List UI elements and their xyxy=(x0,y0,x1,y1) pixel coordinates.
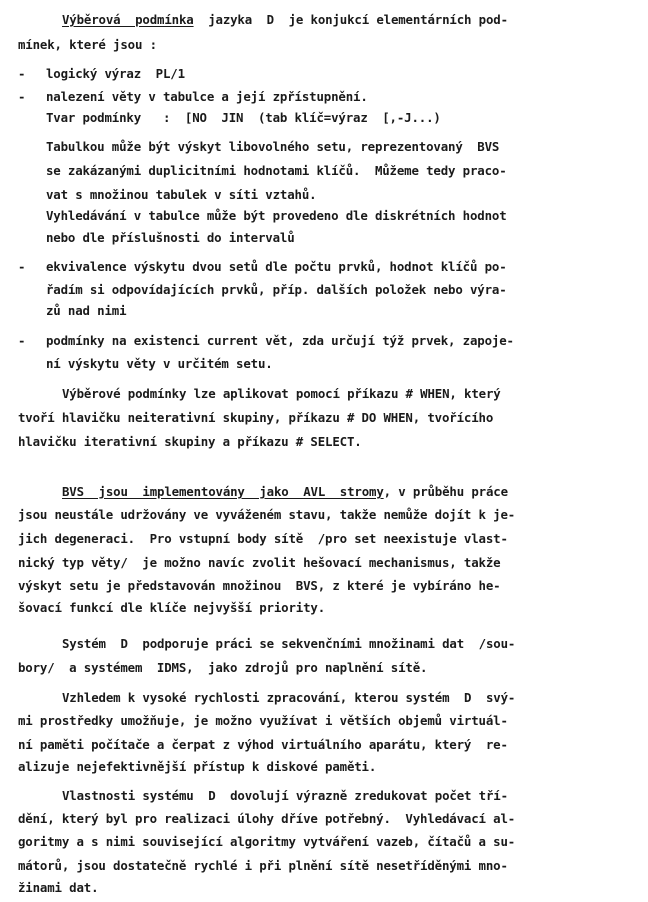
paragraph-1-line-1 xyxy=(62,12,508,28)
paragraph-4-line-1: Systém D podporuje práci se sekvenčními množinami dat /sou- xyxy=(62,636,516,651)
paragraph-1-line-2: mínek, které jsou : xyxy=(18,37,157,52)
list-item-2-note-line-3: vat s množinou tabulek v síti vztahů. xyxy=(46,187,317,202)
paragraph-5-line-4: alizuje nejefektivnější přístup k diskové paměti. xyxy=(18,759,377,774)
paragraph-3-line-1-rest: , v průběhu práce xyxy=(383,484,508,499)
paragraph-6-line-1: Vlastnosti systému D dovolují výrazně zredukovat počet tří- xyxy=(62,788,508,803)
list-item-2-line-1: nalezení věty v tabulce a její zpřístupnění. xyxy=(46,89,368,104)
list-item-3-line-3: zů nad nimi xyxy=(46,303,127,318)
paragraph-3-line-3: jich degeneraci. Pro vstupní body sítě /pro set neexistuje vlast- xyxy=(18,531,508,546)
paragraph-3-line-5: výskyt setu je představován množinou BVS, z které je vybíráno he- xyxy=(18,578,501,593)
underlined-heading-vyberova-podminka: Výběrová podmínka xyxy=(62,12,194,27)
paragraph-3-line-4: nický typ věty/ je možno navíc zvolit hešovací mechanismus, takže xyxy=(18,555,501,570)
list-bullet: - xyxy=(18,89,26,104)
paragraph-4-line-2: bory/ a systémem IDMS, jako zdrojů pro naplnění sítě. xyxy=(18,660,428,675)
list-item-2-line-2: Tvar podmínky : [NO JIN (tab klíč=výraz [,-J...) xyxy=(46,110,441,125)
list-item-2-note-line-4: Vyhledávání v tabulce může být provedeno dle diskrétních hodnot xyxy=(46,208,507,223)
list-item-2-note-line-5: nebo dle příslušnosti do intervalů xyxy=(46,230,295,245)
list-item-3-line-2: řadím si odpovídajících prvků, příp. dalších položek nebo výra- xyxy=(46,282,507,297)
paragraph-2-line-2: tvoří hlavičku neiterativní skupiny, příkazu # DO WHEN, tvořícího xyxy=(18,410,494,425)
paragraph-1-line-1-rest: jazyka D je konjukcí elementárních pod- xyxy=(193,12,508,27)
list-item-2-note-line-1: Tabulkou může být výskyt libovolného setu, reprezentovaný BVS xyxy=(46,139,500,154)
list-item-4-line-2: ní výskytu věty v určitém setu. xyxy=(46,356,273,371)
paragraph-6-line-5: žinami dat. xyxy=(18,880,99,895)
paragraph-2-line-1: Výběrové podmínky lze aplikovat pomocí příkazu # WHEN, který xyxy=(62,386,501,401)
list-bullet: - xyxy=(18,66,26,81)
list-bullet: - xyxy=(18,333,26,348)
paragraph-5-line-1: Vzhledem k vysoké rychlosti zpracování, kterou systém D svý- xyxy=(62,690,516,705)
list-item-2-note-line-2: se zakázanými duplicitními hodnotami klíčů. Můžeme tedy praco- xyxy=(46,163,507,178)
paragraph-3-line-6: šovací funkcí dle klíče nejvyšší priority. xyxy=(18,600,326,615)
list-bullet: - xyxy=(18,259,26,274)
list-item-4-line-1: podmínky na existenci current vět, zda určují týž prvek, zapoje- xyxy=(46,333,514,348)
paragraph-6-line-4: mátorů, jsou dostatečně rychlé i při plnění sítě nesetříděnými mno- xyxy=(18,858,508,873)
list-item-1-text: logický výraz PL/1 xyxy=(46,66,185,81)
underlined-heading-bvs-avl: BVS jsou implementovány jako AVL stromy xyxy=(62,484,384,499)
paragraph-6-line-3: goritmy a s nimi související algoritmy vytváření vazeb, čítačů a su- xyxy=(18,834,516,849)
paragraph-3-line-1 xyxy=(62,484,508,500)
paragraph-5-line-2: mi prostředky umožňuje, je možno využívat i větších objemů virtuál- xyxy=(18,713,508,728)
paragraph-2-line-3: hlavičku iterativní skupiny a příkazu # SELECT. xyxy=(18,434,362,449)
paragraph-5-line-3: ní paměti počítače a čerpat z výhod virtuálního aparátu, který re- xyxy=(18,737,508,752)
paragraph-3-line-2: jsou neustále udržovány ve vyváženém stavu, takže nemůže dojít k je- xyxy=(18,507,516,522)
list-item-3-line-1: ekvivalence výskytu dvou setů dle počtu prvků, hodnot klíčů po- xyxy=(46,259,507,274)
paragraph-6-line-2: dění, který byl pro realizaci úlohy dříve potřebný. Vyhledávací al- xyxy=(18,811,516,826)
